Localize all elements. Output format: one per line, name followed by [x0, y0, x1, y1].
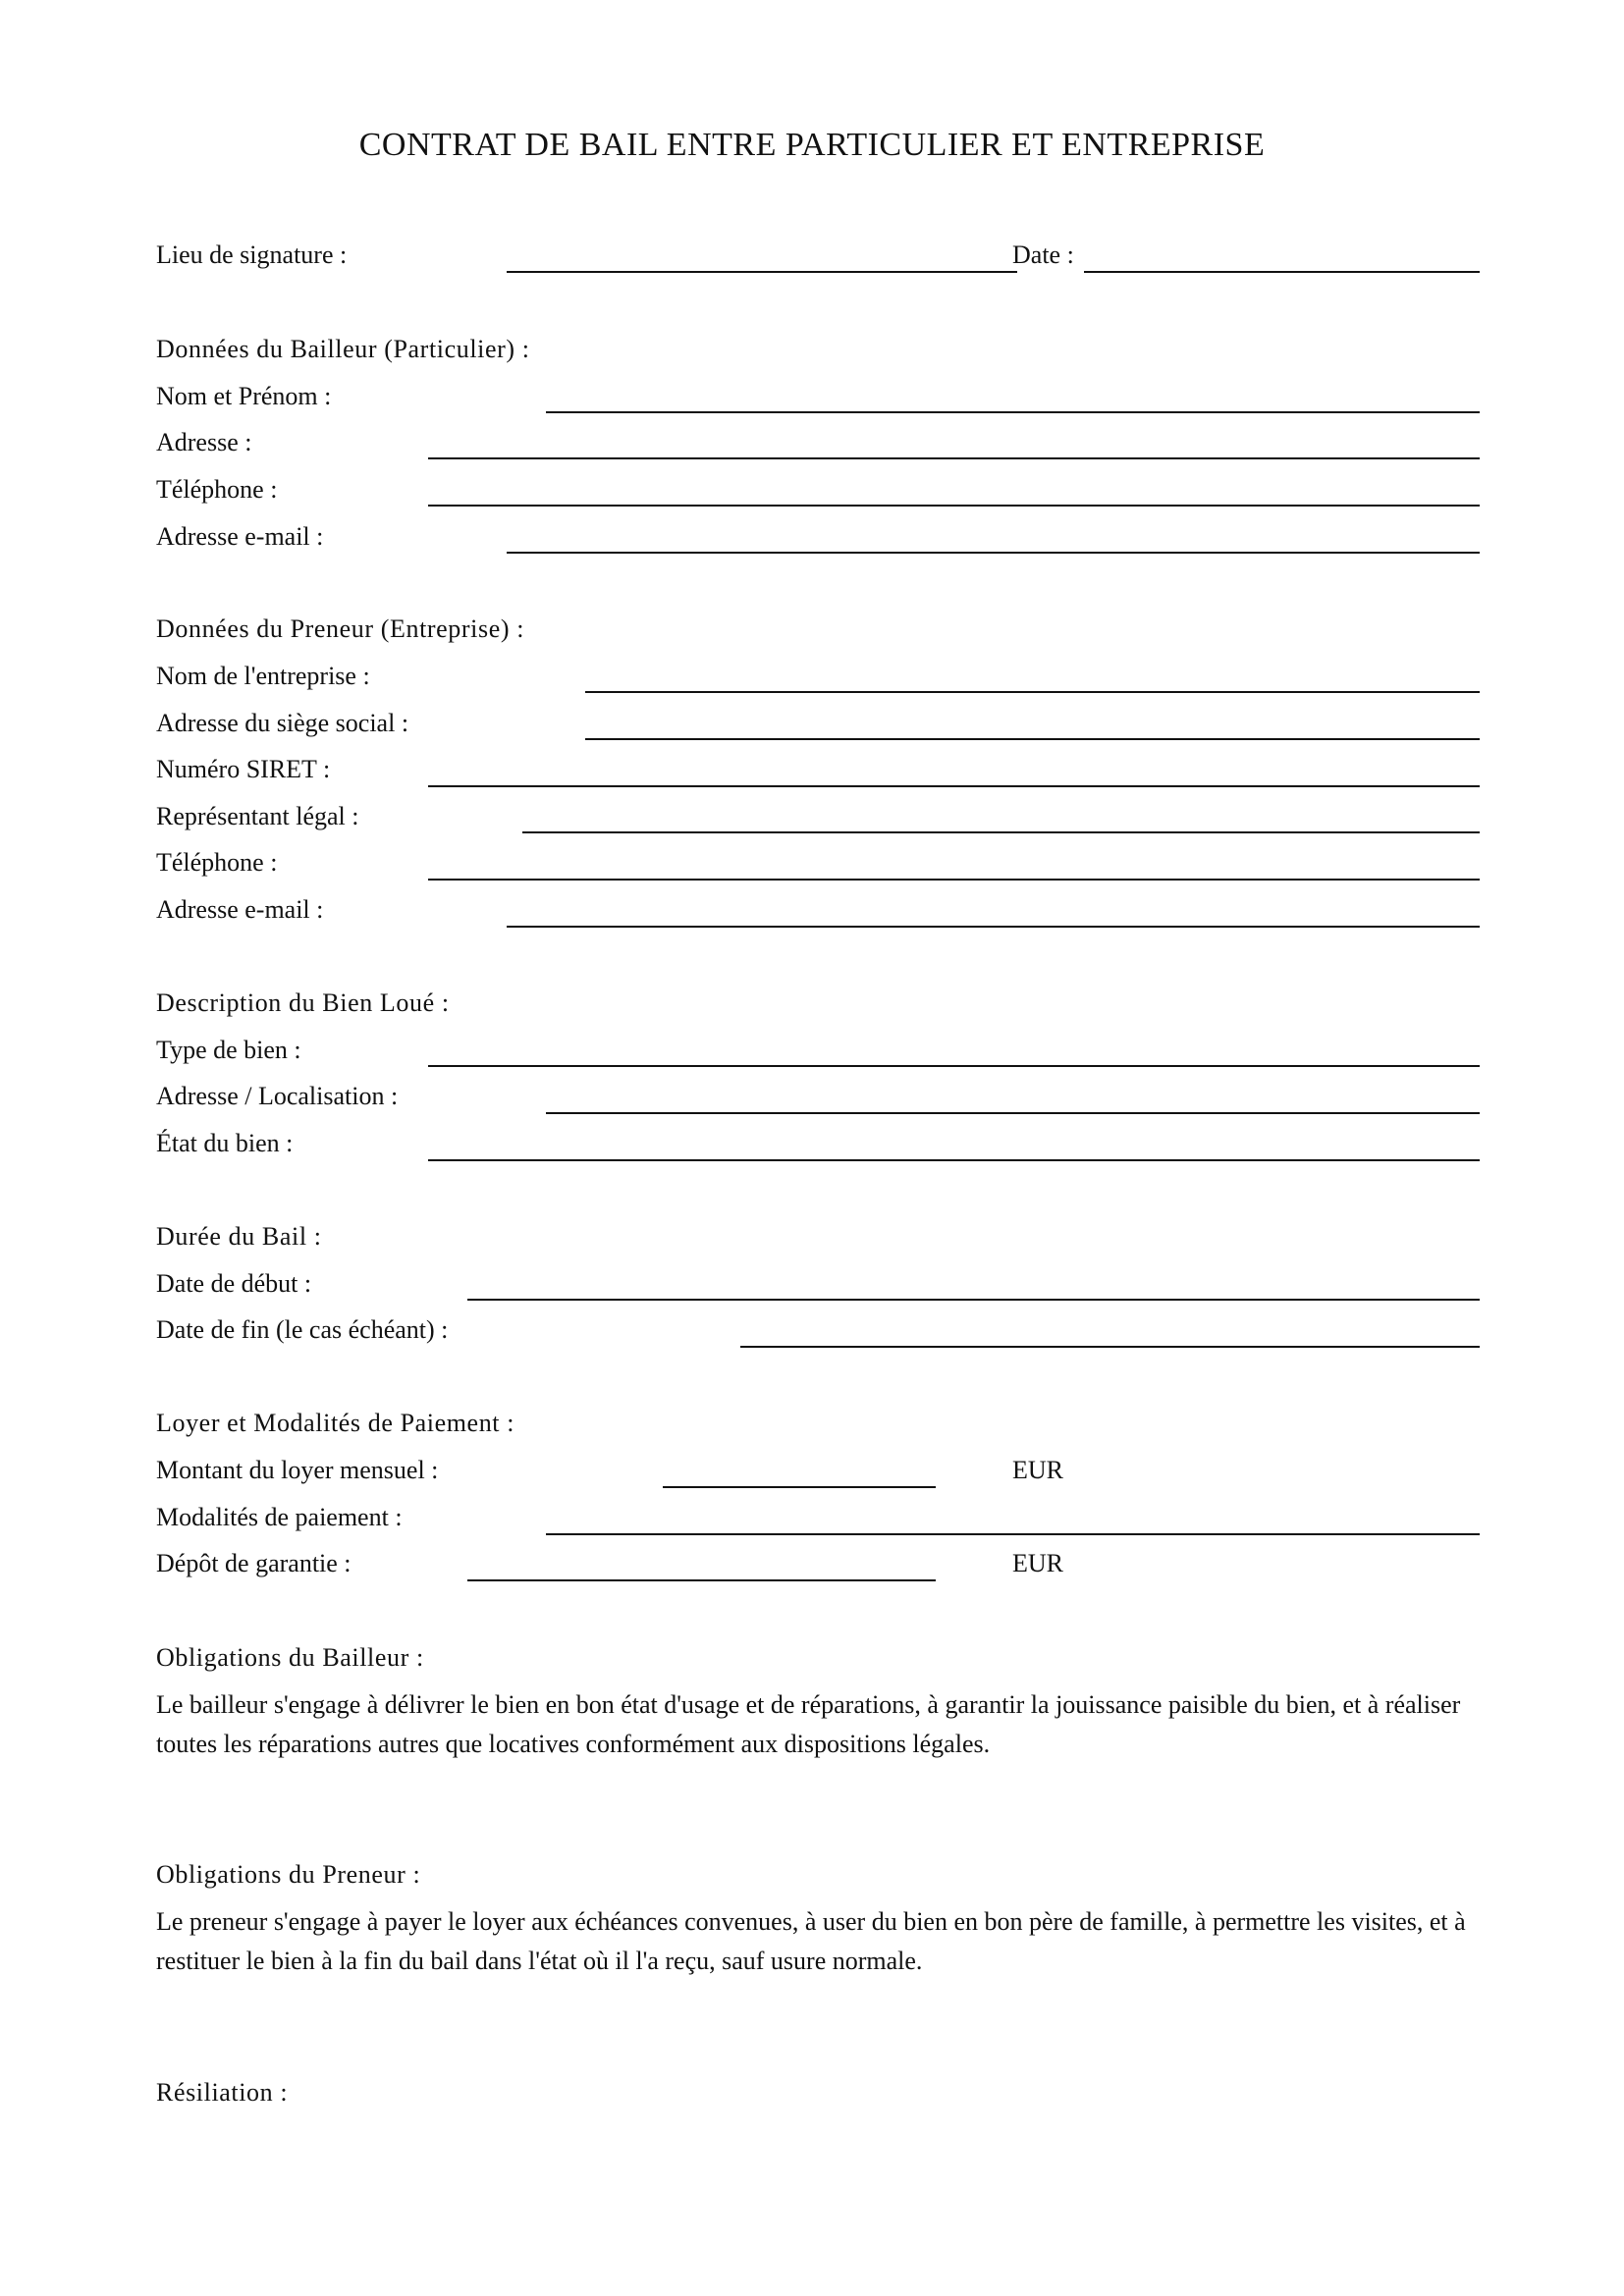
bailleur-email-field[interactable] — [507, 552, 1480, 554]
bien-type-label: Type de bien : — [156, 1036, 301, 1064]
obligations-preneur-heading: Obligations du Preneur : — [156, 1860, 421, 1889]
preneur-heading: Données du Preneur (Entreprise) : — [156, 614, 525, 643]
preneur-siret-field[interactable] — [428, 785, 1480, 787]
preneur-telephone-field[interactable] — [428, 879, 1480, 881]
bailleur-adresse-label: Adresse : — [156, 428, 252, 456]
preneur-entreprise-label: Nom de l'entreprise : — [156, 662, 370, 690]
preneur-representant-field[interactable] — [522, 831, 1480, 833]
loyer-depot-unit: EUR — [1012, 1549, 1063, 1577]
bien-localisation-field[interactable] — [546, 1112, 1480, 1114]
preneur-entreprise-field[interactable] — [585, 691, 1480, 693]
preneur-email-field[interactable] — [507, 926, 1480, 928]
duree-debut-field[interactable] — [467, 1299, 1480, 1301]
loyer-depot-label: Dépôt de garantie : — [156, 1549, 352, 1577]
loyer-montant-unit: EUR — [1012, 1456, 1063, 1484]
lieu-signature-label: Lieu de signature : — [156, 240, 348, 269]
bien-type-field[interactable] — [428, 1065, 1480, 1067]
bailleur-heading: Données du Bailleur (Particulier) : — [156, 335, 530, 363]
loyer-montant-field[interactable] — [663, 1486, 936, 1488]
loyer-modalites-field[interactable] — [546, 1533, 1480, 1535]
date-field[interactable] — [1084, 271, 1480, 273]
obligations-bailleur-text: Le bailleur s'engage à délivrer le bien en bon état d'usage et de réparations, à garantir la jouissance paisible du bien, et à réaliser toutes les réparations autres que locatives conformément aux dispositions légales. — [156, 1690, 1461, 1758]
preneur-siret-label: Numéro SIRET : — [156, 755, 331, 783]
loyer-montant-label: Montant du loyer mensuel : — [156, 1456, 439, 1484]
bailleur-telephone-field[interactable] — [428, 505, 1480, 507]
document-title: CONTRAT DE BAIL ENTRE PARTICULIER ET ENTREPRISE — [358, 127, 1266, 163]
lieu-signature-field[interactable] — [507, 271, 1017, 273]
bailleur-nom-field[interactable] — [546, 411, 1480, 413]
preneur-siege-label: Adresse du siège social : — [156, 709, 409, 737]
obligations-preneur-text: Le preneur s'engage à payer le loyer aux échéances convenues, à user du bien en bon père de famille, à permettre les visites, et à restituer le bien à la fin du bail dans l'état où il l'a reçu, sauf usure normale. — [156, 1907, 1466, 1975]
preneur-siege-field[interactable] — [585, 738, 1480, 740]
loyer-heading: Loyer et Modalités de Paiement : — [156, 1409, 515, 1437]
bien-etat-field[interactable] — [428, 1159, 1480, 1161]
preneur-representant-label: Représentant légal : — [156, 802, 359, 830]
date-label: Date : — [1012, 240, 1074, 269]
bien-etat-label: État du bien : — [156, 1129, 294, 1157]
bailleur-nom-label: Nom et Prénom : — [156, 382, 332, 410]
bien-heading: Description du Bien Loué : — [156, 988, 450, 1017]
bailleur-adresse-field[interactable] — [428, 457, 1480, 459]
bien-localisation-label: Adresse / Localisation : — [156, 1082, 399, 1110]
bailleur-email-label: Adresse e-mail : — [156, 522, 324, 551]
obligations-bailleur-heading: Obligations du Bailleur : — [156, 1643, 424, 1672]
preneur-email-label: Adresse e-mail : — [156, 895, 324, 924]
loyer-modalites-label: Modalités de paiement : — [156, 1503, 403, 1531]
loyer-depot-field[interactable] — [467, 1579, 936, 1581]
duree-fin-field[interactable] — [740, 1346, 1480, 1348]
bailleur-telephone-label: Téléphone : — [156, 475, 278, 504]
duree-heading: Durée du Bail : — [156, 1222, 322, 1251]
duree-fin-label: Date de fin (le cas échéant) : — [156, 1315, 449, 1344]
duree-debut-label: Date de début : — [156, 1269, 312, 1298]
preneur-telephone-label: Téléphone : — [156, 848, 278, 877]
resiliation-heading: Résiliation : — [156, 2078, 289, 2107]
